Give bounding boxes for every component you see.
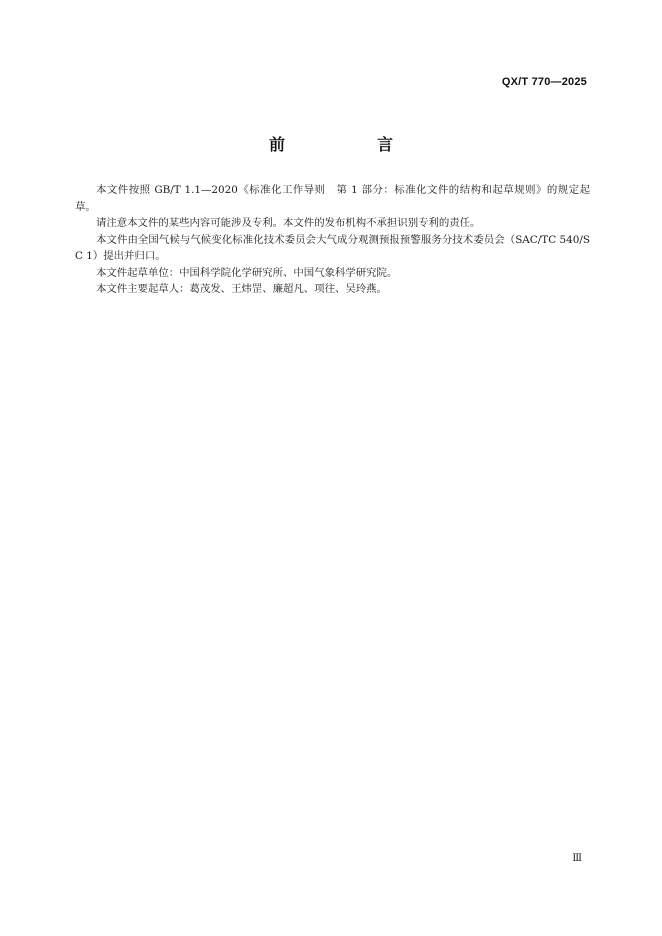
paragraph-drafting-basis: 本文件按照 GB/T 1.1—2020《标准化工作导则 第 1 部分：标准化文件的结构和起草规则》的规定起草。 <box>75 184 590 213</box>
paragraph-drafting-units: 本文件起草单位：中国科学院化学研究所、中国气象科学研究院。 <box>96 266 398 279</box>
paragraph-drafters: 本文件主要起草人：葛茂发、王炜罡、廉超凡、项往、吴玲燕。 <box>96 283 387 295</box>
paragraph-proposer: 本文件由全国气候与气候变化标准化技术委员会大气成分观测预报预警服务分技术委员会（SAC/TC 540/SC 1）提出并归口。 <box>75 233 590 262</box>
foreword-body <box>75 182 590 298</box>
page-number: Ⅲ <box>572 853 582 864</box>
page-title: 前 言 <box>268 135 431 154</box>
document-code: QX/T 770—2025 <box>501 76 587 88</box>
paragraph-patent-notice: 请注意本文件的某些内容可能涉及专利。本文件的发布机构不承担识别专利的责任。 <box>96 217 481 229</box>
